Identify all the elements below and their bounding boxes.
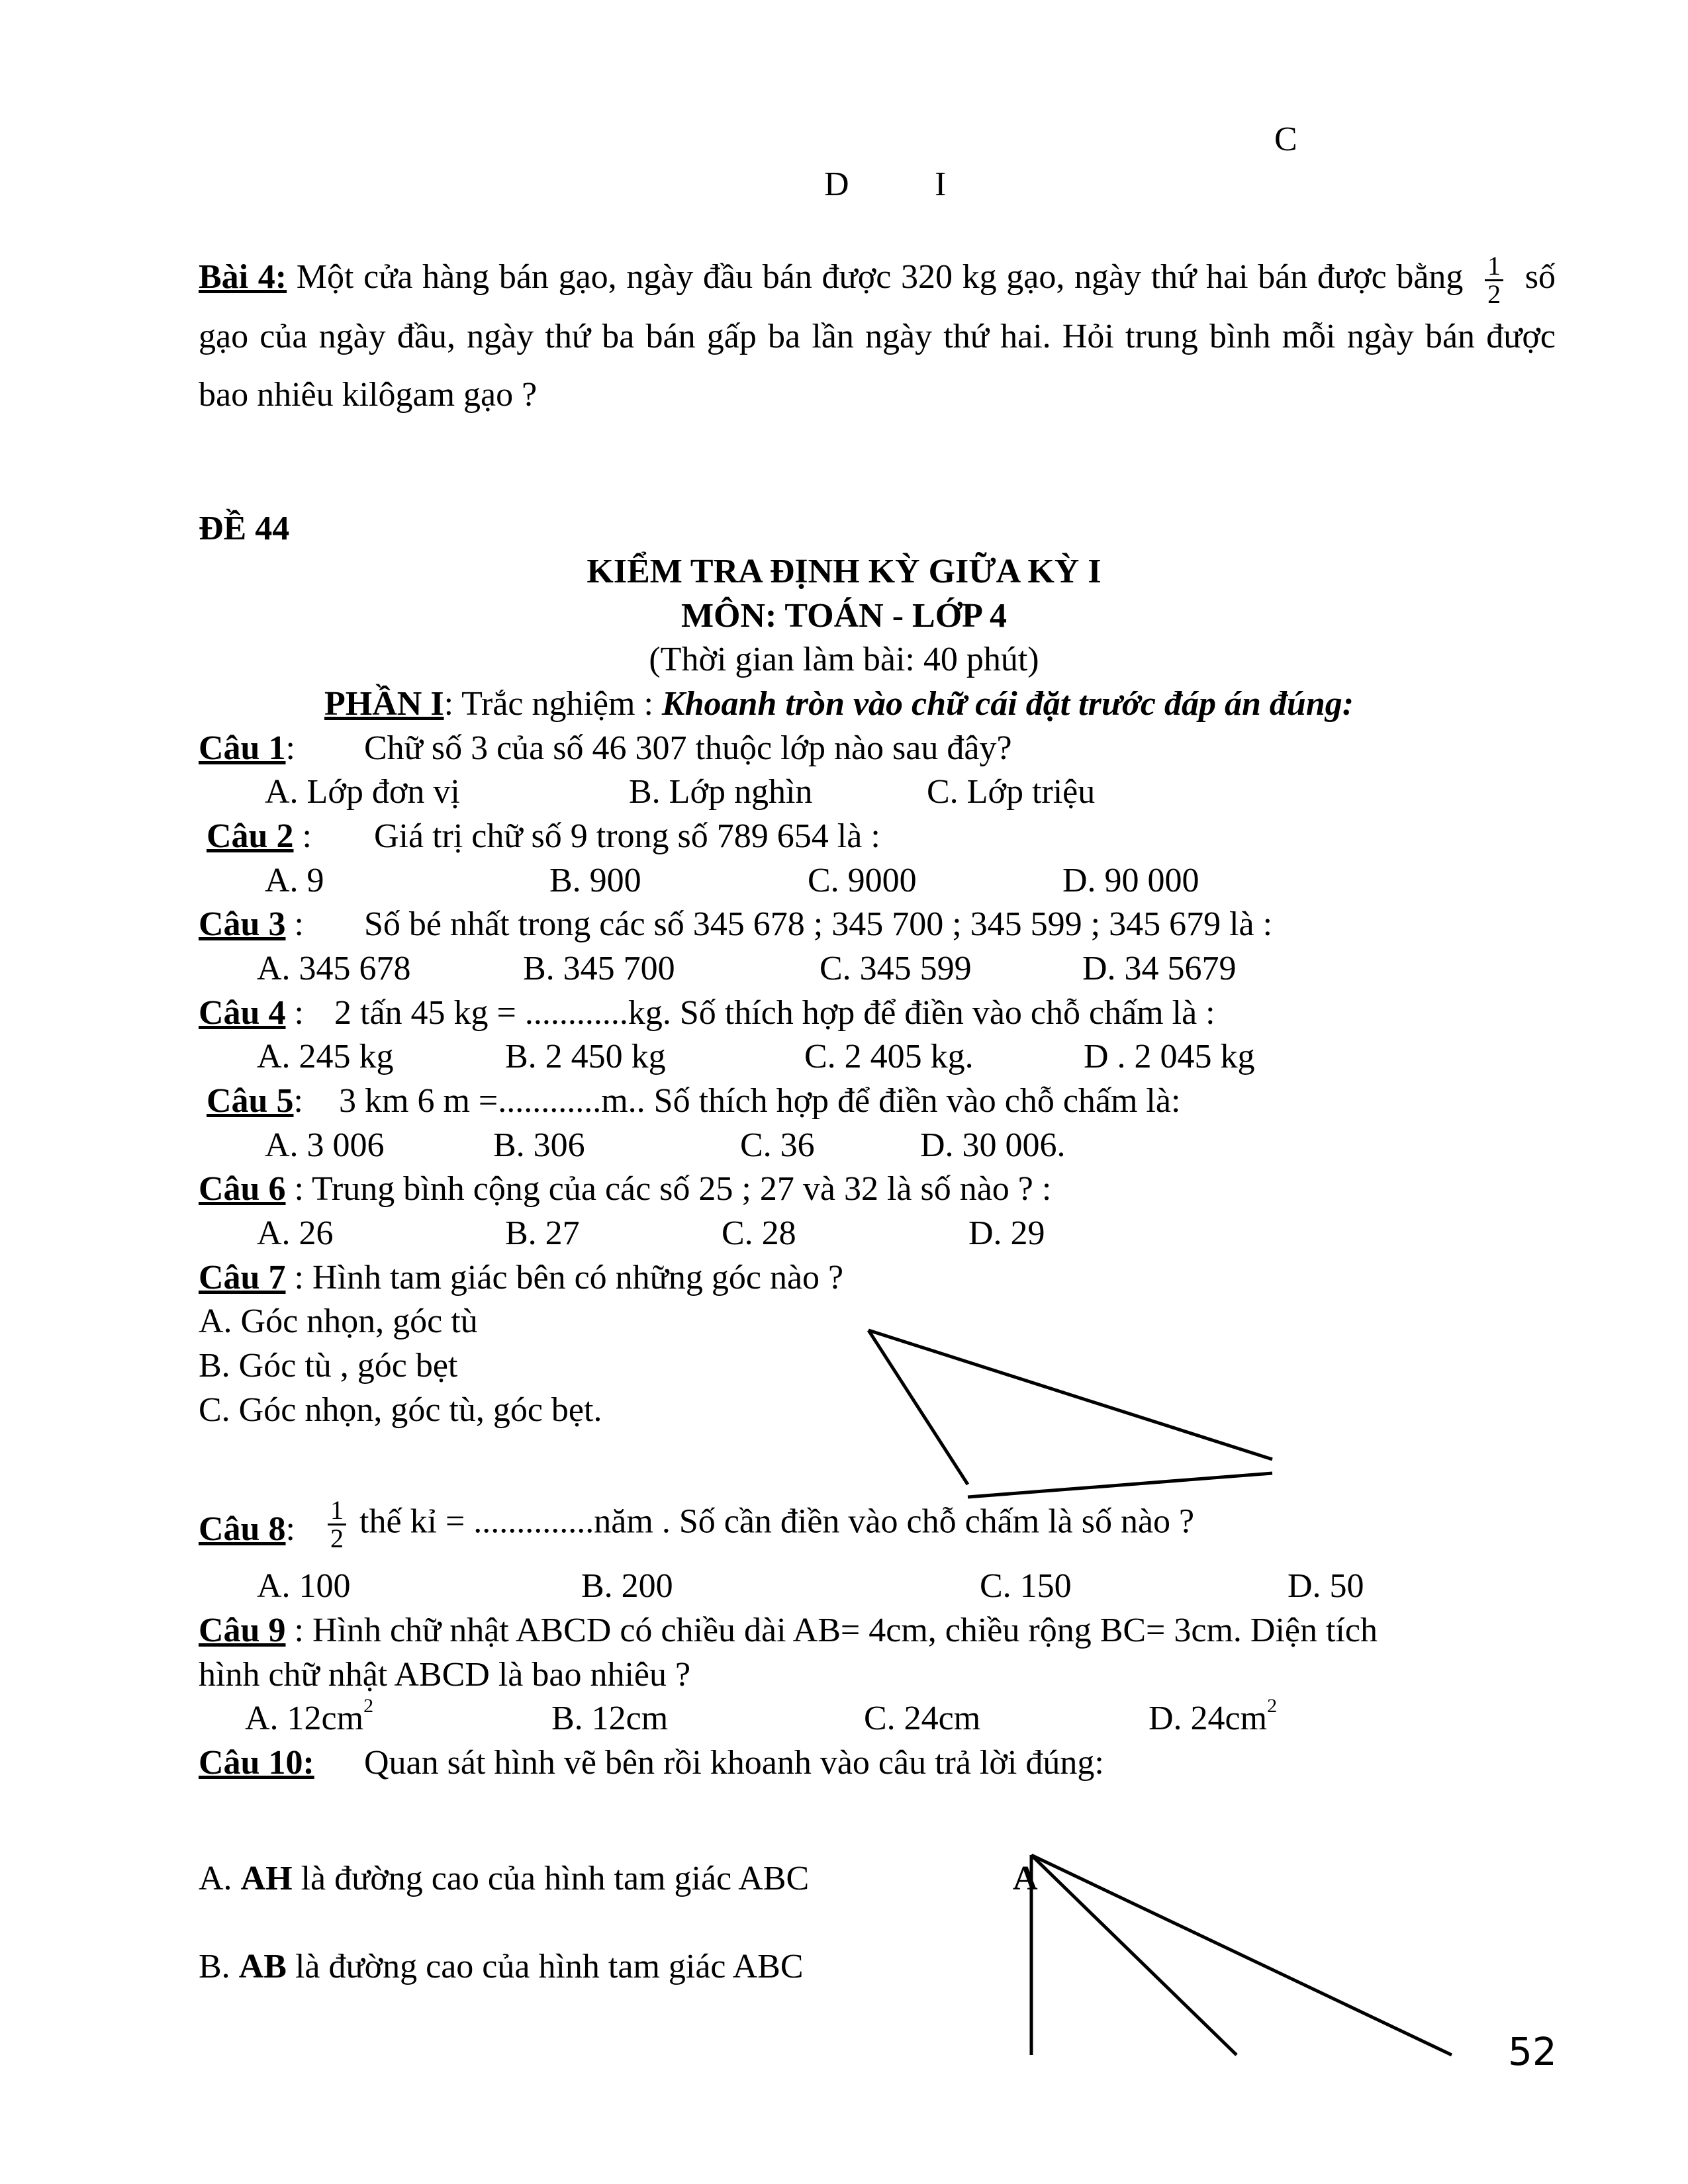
q9-sep: : bbox=[285, 1612, 304, 1649]
q10-text: Quan sát hình vẽ bên rồi khoanh vào câu trả lời đúng: bbox=[364, 1744, 1104, 1782]
exam-subject: MÔN: TOÁN - LỚP 4 bbox=[680, 597, 1008, 635]
q2-option-d[interactable]: D. 90 000 bbox=[1062, 862, 1199, 899]
part-label: PHẦN I bbox=[324, 685, 444, 723]
q8-option-d[interactable]: D. 50 bbox=[1288, 1567, 1364, 1605]
q7-option-a[interactable]: A. Góc nhọn, góc tù bbox=[199, 1302, 478, 1340]
q4-label: Câu 4 bbox=[199, 994, 286, 1032]
q1-label: Câu 1 bbox=[199, 729, 286, 767]
q9-label: Câu 9 bbox=[199, 1612, 286, 1649]
q3-option-a[interactable]: A. 345 678 bbox=[257, 950, 411, 987]
q7-text: Hình tam giác bên có những góc nào ? bbox=[312, 1259, 844, 1297]
q7-triangle-edge-left bbox=[868, 1330, 968, 1484]
q6-option-a[interactable]: A. 26 bbox=[257, 1214, 334, 1252]
q1-option-b[interactable]: B. Lớp nghìn bbox=[629, 773, 813, 811]
q7-triangle-edge-top bbox=[868, 1330, 1272, 1459]
q1-option-c[interactable]: C. Lớp triệu bbox=[927, 773, 1096, 811]
q3-sep: : bbox=[285, 905, 304, 943]
q2-text: Giá trị chữ số 9 trong số 789 654 là : bbox=[374, 817, 880, 855]
q8-sep: : bbox=[285, 1510, 295, 1548]
q9-option-c[interactable]: C. 24cm bbox=[864, 1700, 981, 1737]
bai4-frac-num: 1 bbox=[1485, 253, 1503, 281]
label-d: D bbox=[824, 165, 849, 203]
q8-label: Câu 8 bbox=[199, 1510, 286, 1548]
q9-text: Hình chữ nhật ABCD có chiều dài AB= 4cm, chiều rộng BC= 3cm. Diện tích bbox=[312, 1612, 1378, 1649]
page-number: 52 bbox=[1508, 2029, 1557, 2074]
q5-option-d[interactable]: D. 30 006. bbox=[920, 1126, 1066, 1164]
q3-text: Số bé nhất trong các số 345 678 ; 345 700 ; 345 599 ; 345 679 là : bbox=[364, 905, 1273, 943]
q6-option-b[interactable]: B. 27 bbox=[505, 1214, 580, 1252]
q10-edge-middle bbox=[1031, 1855, 1237, 2055]
part-rest: : Trắc nghiệm : bbox=[444, 685, 662, 723]
q10-triangle-figure bbox=[1031, 1855, 1452, 2055]
q7-triangle-edge-bottom bbox=[968, 1473, 1272, 1497]
q8-option-a[interactable]: A. 100 bbox=[257, 1567, 351, 1605]
q4-text: 2 tấn 45 kg = ............kg. Số thích hợp để điền vào chỗ chấm là : bbox=[334, 994, 1215, 1032]
q4-sep: : bbox=[285, 994, 304, 1032]
q6-label: Câu 6 bbox=[199, 1170, 286, 1208]
q9-option-a-sup: 2 bbox=[363, 1695, 374, 1717]
q7-triangle-figure bbox=[868, 1330, 1272, 1497]
q3-option-c[interactable]: C. 345 599 bbox=[820, 950, 972, 987]
q6-sep: : bbox=[285, 1170, 304, 1208]
q8-option-c[interactable]: C. 150 bbox=[980, 1567, 1072, 1605]
bai4-label: Bài 4: bbox=[199, 258, 287, 296]
q4-option-a[interactable]: A. 245 kg bbox=[257, 1038, 394, 1075]
q8-frac-num: 1 bbox=[328, 1497, 346, 1525]
q4-option-b[interactable]: B. 2 450 kg bbox=[505, 1038, 666, 1075]
bai4-text-part2: số gạo của ngày đầu, ngày thứ ba bán gấp ba lần ngày thứ hai. Hỏi trung bình mỗi ngày bán được bao nhiêu kilôgam gạo ? bbox=[199, 258, 1556, 414]
q5-option-a[interactable]: A. 3 006 bbox=[265, 1126, 385, 1164]
q2-option-b[interactable]: B. 900 bbox=[549, 862, 641, 899]
part-instruction: Khoanh tròn vào chữ cái đặt trước đáp án đúng: bbox=[661, 685, 1354, 723]
q5-label: Câu 5 bbox=[207, 1082, 294, 1120]
q2-option-c[interactable]: C. 9000 bbox=[808, 862, 917, 899]
q5-option-c[interactable]: C. 36 bbox=[740, 1126, 815, 1164]
exam-title: KIỂM TRA ĐỊNH KỲ GIỮA KỲ I bbox=[586, 553, 1102, 590]
q5-text: 3 km 6 m =............m.. Số thích hợp để điền vào chỗ chấm là: bbox=[339, 1082, 1181, 1120]
q9-option-a-text: A. 12cm bbox=[245, 1700, 364, 1737]
q6-option-c[interactable]: C. 28 bbox=[722, 1214, 796, 1252]
label-c: C bbox=[1274, 120, 1297, 158]
q3-option-d[interactable]: D. 34 5679 bbox=[1082, 950, 1237, 987]
q1-sep: : bbox=[285, 729, 295, 767]
q4-option-d[interactable]: D . 2 045 kg bbox=[1084, 1038, 1255, 1075]
de-title: ĐỀ 44 bbox=[199, 510, 290, 547]
q9-option-d-sup: 2 bbox=[1267, 1695, 1278, 1717]
q9-option-b[interactable]: B. 12cm bbox=[551, 1700, 669, 1737]
q8-option-b[interactable]: B. 200 bbox=[581, 1567, 673, 1605]
q4-option-c[interactable]: C. 2 405 kg. bbox=[804, 1038, 974, 1075]
q3-label: Câu 3 bbox=[199, 905, 286, 943]
q1-text: Chữ số 3 của số 46 307 thuộc lớp nào sau đây? bbox=[364, 729, 1012, 767]
q10-option-a-rest: là đường cao của hình tam giác ABC bbox=[292, 1860, 810, 1897]
q7-label: Câu 7 bbox=[199, 1259, 286, 1297]
q8-frac-den: 2 bbox=[330, 1524, 344, 1553]
q7-sep: : bbox=[285, 1259, 304, 1297]
q8-text: thế kỉ = ..............năm . Số cần điền vào chỗ chấm là số nào ? bbox=[359, 1502, 1195, 1541]
q3-option-b[interactable]: B. 345 700 bbox=[523, 950, 675, 987]
bai4-text-part1: Một cửa hàng bán gạo, ngày đầu bán được 320 kg gạo, ngày thứ hai bán được bằng bbox=[296, 258, 1464, 296]
q5-option-b[interactable]: B. 306 bbox=[493, 1126, 585, 1164]
q10-option-b-bold: AB bbox=[238, 1948, 287, 1985]
q10-option-b-letter: B. bbox=[199, 1948, 239, 1985]
q10-option-a-letter: A. bbox=[199, 1860, 241, 1897]
q2-label: Câu 2 bbox=[207, 817, 294, 855]
q2-option-a[interactable]: A. 9 bbox=[265, 862, 324, 899]
exam-time: (Thời gian làm bài: 40 phút) bbox=[649, 641, 1039, 678]
label-i: I bbox=[935, 165, 947, 203]
q9-text-2: hình chữ nhật ABCD là bao nhiêu ? bbox=[199, 1656, 691, 1694]
q2-sep: : bbox=[293, 817, 312, 855]
q10-figure-label-a: A bbox=[1013, 1860, 1038, 1897]
q6-text: Trung bình cộng của các số 25 ; 27 và 32 là số nào ? : bbox=[312, 1170, 1052, 1208]
q10-edge-right bbox=[1031, 1855, 1452, 2055]
q5-sep: : bbox=[293, 1082, 303, 1120]
q7-option-b[interactable]: B. Góc tù , góc bẹt bbox=[199, 1347, 458, 1385]
q1-option-a[interactable]: A. Lớp đơn vị bbox=[265, 773, 460, 811]
bai4-frac-den: 2 bbox=[1487, 279, 1501, 309]
q6-option-d[interactable]: D. 29 bbox=[968, 1214, 1045, 1252]
q10-label: Câu 10: bbox=[199, 1744, 314, 1782]
q7-option-c[interactable]: C. Góc nhọn, góc tù, góc bẹt. bbox=[199, 1391, 602, 1429]
q9-option-d-text: D. 24cm bbox=[1149, 1700, 1268, 1737]
q10-option-a-bold: AH bbox=[240, 1860, 293, 1897]
q10-option-b-rest: là đường cao của hình tam giác ABC bbox=[286, 1948, 804, 1985]
